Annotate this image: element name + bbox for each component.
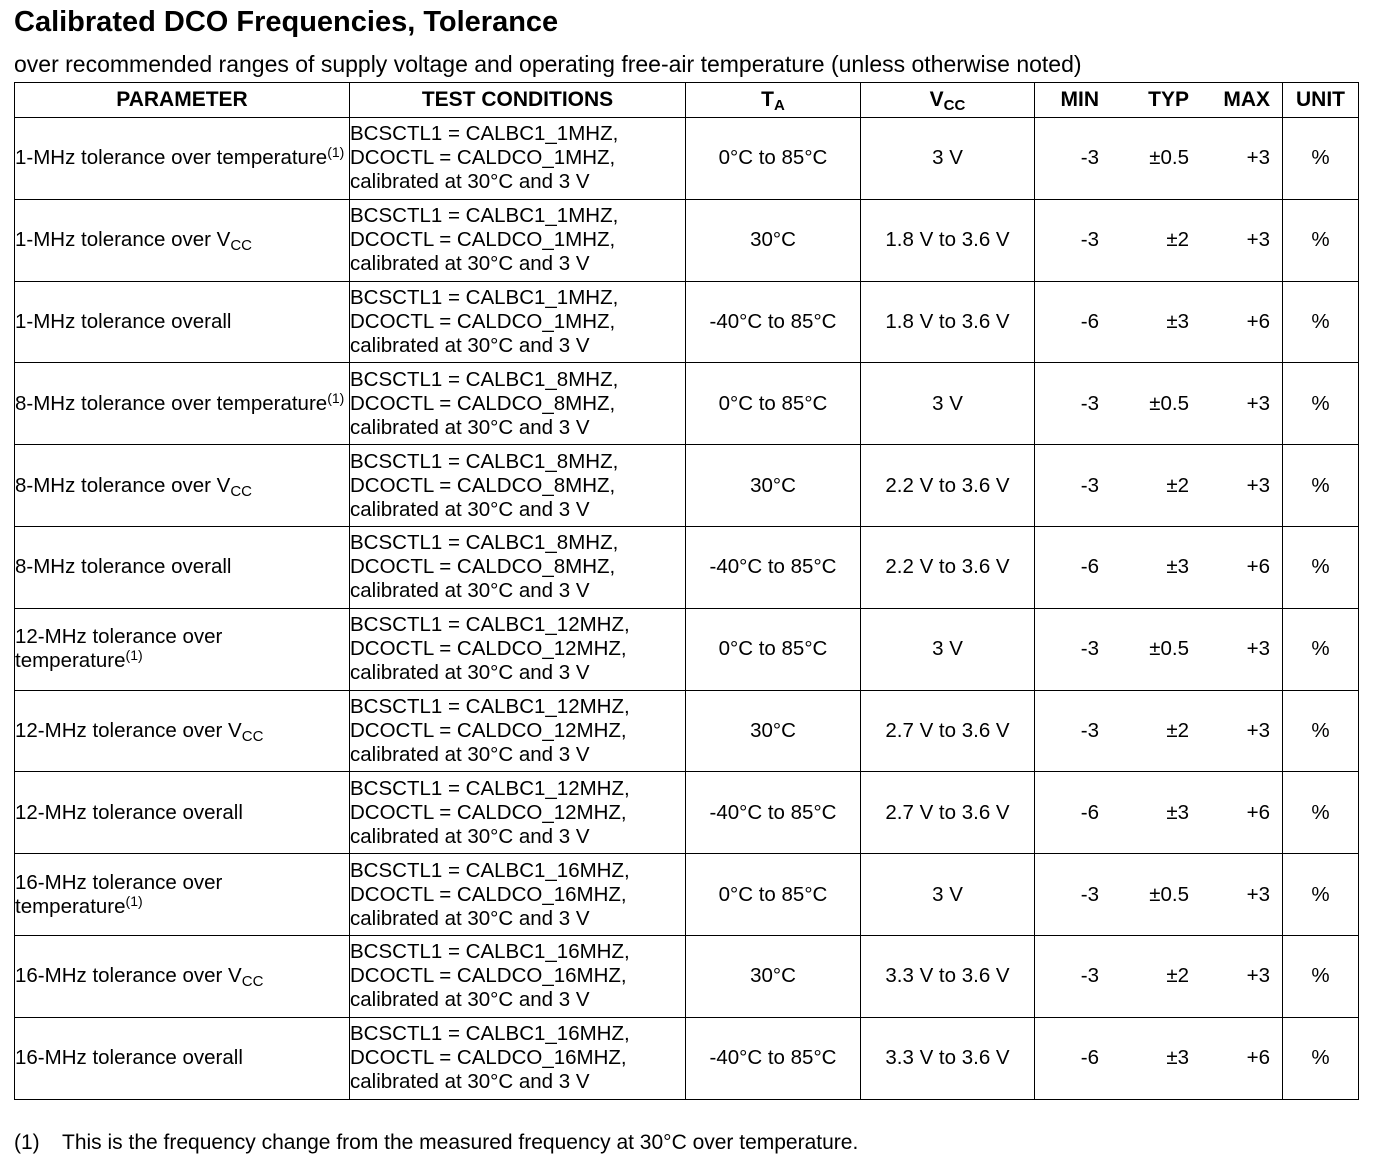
- typ-value: ±3: [1166, 555, 1189, 579]
- max-value: +3: [1246, 228, 1270, 252]
- typ-value: ±0.5: [1149, 637, 1189, 661]
- test-conditions-cell: [350, 1017, 686, 1099]
- footnote-ref: (1): [327, 144, 345, 161]
- condition-line: calibrated at 30°C and 3 V: [350, 497, 590, 521]
- condition-line: DCOCTL = CALDCO_1MHZ,: [350, 228, 616, 252]
- vcc-cell: 3 V: [861, 118, 1035, 200]
- parameter-cell: [15, 445, 350, 527]
- parameter-text: 1-MHz tolerance overall: [15, 309, 232, 333]
- parameter-cell: [15, 281, 350, 363]
- min-typ-max-cell: [1035, 445, 1283, 527]
- header-min: MIN: [1060, 88, 1099, 111]
- test-conditions-cell: [350, 772, 686, 854]
- max-value: +3: [1246, 473, 1270, 497]
- condition-line: calibrated at 30°C and 3 V: [350, 333, 590, 357]
- condition-line: DCOCTL = CALDCO_12MHZ,: [350, 637, 627, 661]
- condition-line: DCOCTL = CALDCO_12MHZ,: [350, 800, 627, 824]
- header-test-conditions: TEST CONDITIONS: [350, 83, 686, 118]
- condition-line: BCSCTL1 = CALBC1_12MHZ,: [350, 776, 630, 800]
- vcc-cell: 2.7 V to 3.6 V: [861, 772, 1035, 854]
- unit-cell: %: [1283, 935, 1359, 1017]
- header-min-typ-max: [1035, 83, 1283, 118]
- typ-value: ±3: [1166, 309, 1189, 333]
- ta-cell: -40°C to 85°C: [686, 526, 861, 608]
- max-value: +3: [1246, 964, 1270, 988]
- min-value: -3: [1080, 718, 1099, 742]
- max-value: +3: [1246, 637, 1270, 661]
- min-value: -6: [1080, 800, 1099, 824]
- table-body: [15, 118, 1359, 1100]
- parameter-text: 12-MHz tolerance over temperature: [15, 625, 223, 673]
- header-vcc-sub: CC: [943, 97, 966, 114]
- test-conditions-cell: [350, 526, 686, 608]
- unit-cell: %: [1283, 281, 1359, 363]
- test-conditions-cell: [350, 363, 686, 445]
- parameter-text: 16-MHz tolerance overall: [15, 1046, 243, 1070]
- min-typ-max-cell: [1035, 363, 1283, 445]
- parameter-text: 8-MHz tolerance overall: [15, 555, 232, 579]
- typ-value: ±0.5: [1149, 146, 1189, 170]
- condition-line: calibrated at 30°C and 3 V: [350, 661, 590, 685]
- header-typ: TYP: [1148, 88, 1189, 111]
- parameter-subscript: CC: [241, 973, 264, 991]
- condition-line: BCSCTL1 = CALBC1_1MHZ,: [350, 204, 619, 228]
- footnote: [14, 1131, 858, 1155]
- parameter-text: 16-MHz tolerance over V: [15, 964, 242, 988]
- condition-line: DCOCTL = CALDCO_8MHZ,: [350, 555, 616, 579]
- table-row: [15, 608, 1359, 690]
- header-vcc-main: V: [929, 88, 944, 111]
- footnote-ref: (1): [327, 389, 345, 406]
- max-value: +3: [1246, 718, 1270, 742]
- ta-cell: 30°C: [686, 445, 861, 527]
- test-conditions-cell: [350, 445, 686, 527]
- condition-line: calibrated at 30°C and 3 V: [350, 742, 590, 766]
- table-row: [15, 690, 1359, 772]
- parameter-text: 16-MHz tolerance over temperature: [15, 870, 223, 918]
- vcc-cell: 2.2 V to 3.6 V: [861, 445, 1035, 527]
- header-ta: [686, 83, 861, 118]
- unit-cell: %: [1283, 1017, 1359, 1099]
- ta-cell: 0°C to 85°C: [686, 363, 861, 445]
- test-conditions-cell: [350, 854, 686, 936]
- parameter-cell: [15, 363, 350, 445]
- ta-cell: 30°C: [686, 199, 861, 281]
- unit-cell: %: [1283, 445, 1359, 527]
- condition-line: calibrated at 30°C and 3 V: [350, 170, 590, 194]
- vcc-cell: 1.8 V to 3.6 V: [861, 199, 1035, 281]
- vcc-cell: 3.3 V to 3.6 V: [861, 935, 1035, 1017]
- condition-line: DCOCTL = CALDCO_16MHZ,: [350, 964, 627, 988]
- ta-cell: 30°C: [686, 690, 861, 772]
- parameter-text: 1-MHz tolerance over temperature: [15, 146, 328, 170]
- parameter-text: 8-MHz tolerance over V: [15, 473, 231, 497]
- header-ta-sub: A: [773, 97, 785, 114]
- min-value: -3: [1080, 146, 1099, 170]
- ta-cell: 30°C: [686, 935, 861, 1017]
- table-row: [15, 445, 1359, 527]
- condition-line: calibrated at 30°C and 3 V: [350, 415, 590, 439]
- condition-line: DCOCTL = CALDCO_8MHZ,: [350, 473, 616, 497]
- vcc-cell: 3 V: [861, 363, 1035, 445]
- unit-cell: %: [1283, 772, 1359, 854]
- vcc-cell: 1.8 V to 3.6 V: [861, 281, 1035, 363]
- min-value: -3: [1080, 228, 1099, 252]
- table-row: [15, 935, 1359, 1017]
- unit-cell: %: [1283, 690, 1359, 772]
- test-conditions-cell: [350, 281, 686, 363]
- condition-line: calibrated at 30°C and 3 V: [350, 1070, 590, 1094]
- parameter-cell: [15, 199, 350, 281]
- max-value: +3: [1246, 391, 1270, 415]
- table-row: [15, 526, 1359, 608]
- footnote-mark: (1): [14, 1131, 40, 1154]
- min-typ-max-cell: [1035, 199, 1283, 281]
- parameter-subscript: CC: [230, 482, 253, 500]
- typ-value: ±2: [1166, 964, 1189, 988]
- max-value: +6: [1246, 1046, 1270, 1070]
- min-typ-max-cell: [1035, 772, 1283, 854]
- ta-cell: 0°C to 85°C: [686, 118, 861, 200]
- header-parameter: PARAMETER: [15, 83, 350, 118]
- header-max: MAX: [1223, 88, 1270, 111]
- footnote-ref: (1): [125, 647, 143, 664]
- typ-value: ±0.5: [1149, 882, 1189, 906]
- footnote-ref: (1): [125, 892, 143, 909]
- ta-cell: -40°C to 85°C: [686, 772, 861, 854]
- min-typ-max-cell: [1035, 854, 1283, 936]
- condition-line: DCOCTL = CALDCO_8MHZ,: [350, 391, 616, 415]
- test-conditions-cell: [350, 935, 686, 1017]
- test-conditions-cell: [350, 118, 686, 200]
- parameter-cell: [15, 608, 350, 690]
- ta-cell: -40°C to 85°C: [686, 1017, 861, 1099]
- condition-line: calibrated at 30°C and 3 V: [350, 906, 590, 930]
- max-value: +6: [1246, 309, 1270, 333]
- unit-cell: %: [1283, 526, 1359, 608]
- parameter-text: 12-MHz tolerance over V: [15, 718, 242, 742]
- parameter-cell: [15, 690, 350, 772]
- min-value: -3: [1080, 882, 1099, 906]
- unit-cell: %: [1283, 118, 1359, 200]
- table-row: [15, 1017, 1359, 1099]
- parameter-cell: [15, 526, 350, 608]
- min-value: -3: [1080, 964, 1099, 988]
- condition-line: BCSCTL1 = CALBC1_1MHZ,: [350, 285, 619, 309]
- condition-line: BCSCTL1 = CALBC1_8MHZ,: [350, 367, 619, 391]
- typ-value: ±0.5: [1149, 391, 1189, 415]
- ta-cell: -40°C to 85°C: [686, 281, 861, 363]
- table-row: [15, 199, 1359, 281]
- condition-line: BCSCTL1 = CALBC1_12MHZ,: [350, 613, 630, 637]
- max-value: +6: [1246, 555, 1270, 579]
- parameter-text: 1-MHz tolerance over V: [15, 228, 231, 252]
- parameter-cell: [15, 854, 350, 936]
- condition-line: BCSCTL1 = CALBC1_8MHZ,: [350, 531, 619, 555]
- condition-line: DCOCTL = CALDCO_1MHZ,: [350, 309, 616, 333]
- parameter-cell: [15, 772, 350, 854]
- parameter-cell: [15, 935, 350, 1017]
- min-typ-max-cell: [1035, 690, 1283, 772]
- condition-line: BCSCTL1 = CALBC1_12MHZ,: [350, 694, 630, 718]
- typ-value: ±2: [1166, 473, 1189, 497]
- ta-cell: 0°C to 85°C: [686, 608, 861, 690]
- table-row: [15, 854, 1359, 936]
- test-conditions-cell: [350, 608, 686, 690]
- condition-line: calibrated at 30°C and 3 V: [350, 579, 590, 603]
- vcc-cell: 3.3 V to 3.6 V: [861, 1017, 1035, 1099]
- min-typ-max-cell: [1035, 118, 1283, 200]
- header-unit: UNIT: [1283, 83, 1359, 118]
- min-typ-max-cell: [1035, 1017, 1283, 1099]
- unit-cell: %: [1283, 854, 1359, 936]
- vcc-cell: 2.7 V to 3.6 V: [861, 690, 1035, 772]
- table-row: [15, 118, 1359, 200]
- min-value: -3: [1080, 637, 1099, 661]
- min-typ-max-cell: [1035, 608, 1283, 690]
- condition-line: BCSCTL1 = CALBC1_16MHZ,: [350, 1022, 630, 1046]
- section-title: Calibrated DCO Frequencies, Tolerance: [14, 6, 559, 38]
- unit-cell: %: [1283, 199, 1359, 281]
- vcc-cell: 3 V: [861, 854, 1035, 936]
- table-header-row: [15, 83, 1359, 118]
- max-value: +3: [1246, 882, 1270, 906]
- unit-cell: %: [1283, 363, 1359, 445]
- parameter-cell: [15, 1017, 350, 1099]
- ta-cell: 0°C to 85°C: [686, 854, 861, 936]
- min-value: -3: [1080, 391, 1099, 415]
- min-value: -6: [1080, 555, 1099, 579]
- vcc-cell: 2.2 V to 3.6 V: [861, 526, 1035, 608]
- min-typ-max-cell: [1035, 526, 1283, 608]
- parameter-text: 8-MHz tolerance over temperature: [15, 391, 328, 415]
- typ-value: ±3: [1166, 800, 1189, 824]
- condition-line: BCSCTL1 = CALBC1_8MHZ,: [350, 449, 619, 473]
- test-conditions-cell: [350, 690, 686, 772]
- parameter-cell: [15, 118, 350, 200]
- dco-tolerance-table: [14, 82, 1359, 1100]
- parameter-subscript: CC: [241, 727, 264, 745]
- section-subtitle: over recommended ranges of supply voltage and operating free-air temperature (unless otherwise noted): [14, 51, 1082, 77]
- header-ta-main: T: [761, 88, 774, 111]
- header-vcc: [861, 83, 1035, 118]
- max-value: +6: [1246, 800, 1270, 824]
- parameter-subscript: CC: [230, 237, 253, 255]
- min-value: -6: [1080, 1046, 1099, 1070]
- condition-line: BCSCTL1 = CALBC1_1MHZ,: [350, 122, 619, 146]
- condition-line: calibrated at 30°C and 3 V: [350, 252, 590, 276]
- table-row: [15, 281, 1359, 363]
- typ-value: ±2: [1166, 228, 1189, 252]
- footnote-text: This is the frequency change from the measured frequency at 30°C over temperature.: [62, 1131, 859, 1154]
- condition-line: DCOCTL = CALDCO_16MHZ,: [350, 882, 627, 906]
- condition-line: BCSCTL1 = CALBC1_16MHZ,: [350, 940, 630, 964]
- min-value: -6: [1080, 309, 1099, 333]
- condition-line: DCOCTL = CALDCO_16MHZ,: [350, 1046, 627, 1070]
- condition-line: DCOCTL = CALDCO_1MHZ,: [350, 146, 616, 170]
- typ-value: ±2: [1166, 718, 1189, 742]
- parameter-text: 12-MHz tolerance overall: [15, 800, 243, 824]
- min-typ-max-cell: [1035, 281, 1283, 363]
- unit-cell: %: [1283, 608, 1359, 690]
- min-typ-max-cell: [1035, 935, 1283, 1017]
- condition-line: calibrated at 30°C and 3 V: [350, 988, 590, 1012]
- test-conditions-cell: [350, 199, 686, 281]
- typ-value: ±3: [1166, 1046, 1189, 1070]
- condition-line: DCOCTL = CALDCO_12MHZ,: [350, 718, 627, 742]
- min-value: -3: [1080, 473, 1099, 497]
- condition-line: BCSCTL1 = CALBC1_16MHZ,: [350, 858, 630, 882]
- vcc-cell: 3 V: [861, 608, 1035, 690]
- table-row: [15, 363, 1359, 445]
- condition-line: calibrated at 30°C and 3 V: [350, 824, 590, 848]
- max-value: +3: [1246, 146, 1270, 170]
- table-row: [15, 772, 1359, 854]
